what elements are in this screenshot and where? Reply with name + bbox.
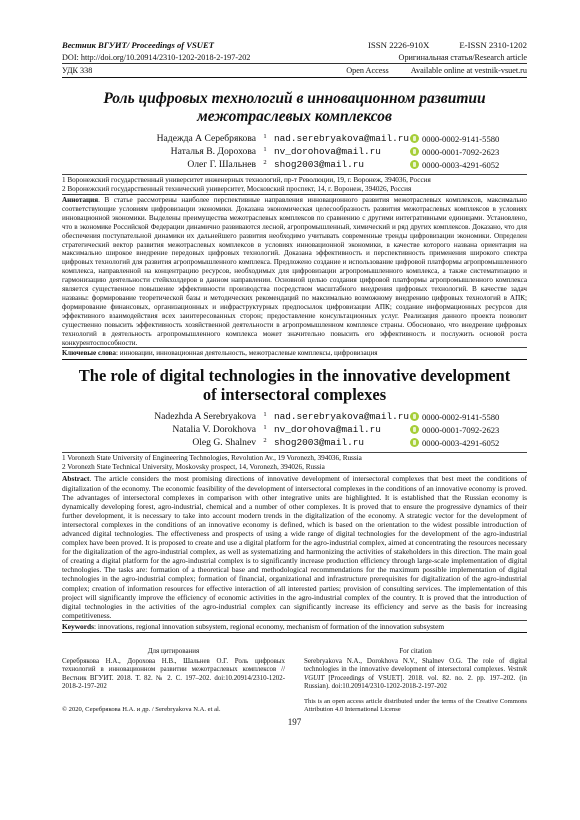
author-email[interactable]: nad.serebryakova@mail.ru (274, 133, 410, 144)
affiliation-2: 2 Воронежский государственный технический университет, Московский проспект, 14, г. Воронеж, 394026, Россия (62, 185, 412, 193)
journal-header (62, 40, 527, 51)
author-name: Nadezhda A Serebryakova (154, 411, 256, 423)
citation-journal-italic: Vestnik VGUIT (304, 666, 527, 682)
orcid-id[interactable]: 0000-0002-9141-5580 (422, 411, 500, 422)
affiliation-mark: 1 (263, 133, 267, 140)
license-note: This is an open access article distributed under the terms of the Creative Commons Attribution 4.0 International License (304, 698, 527, 714)
citation-text-part: Serebryakova N.A., Dorokhova N.V., Shalnev O.G. The role of digital technologies in the innovative development of intersectoral complexes. (304, 657, 527, 674)
author-name: Надежда А Серебрякова (156, 133, 256, 144)
affiliation-1: 1 Воронежский государственный университет инженерных технологий, пр-т Революции, 19, г. Воронеж, 394036, Россия (62, 176, 431, 184)
author-email[interactable]: nad.serebryakova@mail.ru (274, 411, 410, 423)
open-access: Open Access (346, 66, 389, 75)
affiliation-2: 2 Voronezh State Technical University, Moskovsky prospect, 14, Voronezh, 394026, Russia (62, 463, 325, 472)
author-email[interactable]: nv_dorohova@mail.ru (274, 146, 381, 157)
authors-ru (106, 132, 527, 171)
article-type: Оригинальная статья/Research article (398, 53, 527, 62)
abstract-label: Аннотация (62, 196, 99, 204)
page-footer (62, 698, 527, 715)
affiliation-mark: 1 (263, 424, 267, 432)
keywords-ru (62, 347, 527, 360)
orcid-icon (410, 147, 419, 156)
journal-name: Вестник ВГУИТ/ Proceedings of VSUET (62, 40, 214, 50)
copyright: © 2020, Серебрякова Н.А. и др. / Serebryakova N.A. et al. (62, 706, 221, 714)
abstract-text: . В статье рассмотрены наиболее перспективные направления инновационного развития межотраслевых комплексов, максимально соответствующие условиям цифровизации экономики. Доказана экономическая целесообразность развития межотраслевых комплексов в условиях инновационной экономики. Выделены преимущества межотраслевых комплексов по сравнению с другими интегративными единицами. Установлено, что в экономике Российской Федерации динамично развиваются лесной, агропромышленный, химический и ряд других комплексов. Доказано, что для обеспечения поступательной динамики их дальнейшего развития необходимо учитывать современные тренды цифровизации экономики. Определен стратегический вектор развития межотраслевых комплексов в условиях инновационной экономики, в качестве которого названа ориентация на максимально широкое внедрение передовых цифровых технологий. Доказана эффективность и перспективность применения широкого спектра цифровых технологий для развития агропромышленного комплекса. Предложено создание и использование цифровой платформы агропромышленного комплекса, направленной на концентрацию ресурсов, необходимых для цифровизации агропромышленного комплекса, а также систематизацию и гармонизацию деятельности стейкхолдеров в данном направлении. Основной целью создания цифровой платформы агропромышленного комплекса является существенное повышение эффективности производства посредством масштабного внедрения цифровых технологий. В качестве задач названы: формирование теоретической базы и методических рекомендаций по максимально возможному внедрению цифровых технологий в АПК; формирование финансовых, организационных и инфраструктурных предпосылок цифровизации АПК; создание информационных ресурсов для эффективного взаимодействия всех заинтересованных сторон; предоставление консультационных услуг. Реализация данного проекта позволит существенно повысить эффективность хозяйственной деятельности в агропромышленном комплексе страны. Обосновано, что внедрение цифровых технологий в деятельность агропромышленного комплекса может значительно повысить его эффективность и послужить основой роста конкурентоспособности. (62, 196, 527, 347)
author-name: Natalia V. Dorokhova (172, 424, 256, 436)
orcid-icon (410, 438, 419, 447)
orcid-id[interactable]: 0000-0001-7092-2623 (422, 146, 500, 157)
page-number: 197 (287, 716, 302, 727)
doi-link[interactable]: DOI: http://doi.org/10.20914/2310-1202-2018-2-197-202 (62, 53, 251, 62)
orcid-id[interactable]: 0000-0001-7092-2623 (422, 424, 500, 435)
citation-text-ru: Серебрякова Н.А., Дорохова Н.В., Шальнев О.Г. Роль цифровых технологий в инновационном развитии межотраслевых комплексов // Вестник ВГУИТ. 2018. Т. 82. № 2. С. 197–202. doi:10.20914/2310-1202-2018-2-197-202 (62, 657, 285, 691)
eissn: E-ISSN 2310-1202 (459, 40, 527, 50)
affiliations-en (62, 452, 527, 472)
citation-heading-ru: Для цитирования (147, 647, 200, 656)
abstract-label: Abstract (62, 474, 90, 484)
orcid-id[interactable]: 0000-0003-4291-6052 (422, 437, 500, 448)
author-name: Олег Г. Шальнев (187, 159, 256, 170)
keywords-en (62, 620, 527, 633)
orcid-icon (410, 412, 419, 421)
author-email[interactable]: shog2003@mail.ru (274, 159, 365, 170)
affiliation-mark: 1 (263, 146, 267, 153)
author-row (106, 410, 527, 423)
orcid-icon (410, 160, 419, 169)
orcid-id[interactable]: 0000-0002-9141-5580 (422, 133, 500, 144)
available-online-link[interactable]: Available online at vestnik-vsuet.ru (410, 66, 527, 75)
udc: УДК 338 (62, 66, 93, 75)
keywords-label: Ключевые слова (62, 349, 116, 358)
affiliation-mark: 1 (263, 411, 267, 419)
abstract-text: . The article considers the most promising directions of innovative development of intersectoral complexes that best meet the conditions of digitalization of the economy. The economic feasibility of the development of intersectoral complexes in the conditions of an innovative economy is proved. The advantages of intersectoral complexes in comparison with other integrative units are highlighted. It is established that the Russian economy is dynamically developing forest, agro-industrial, chemical and a number of other complexes. It is proved that to ensure the progressive dynamics of their further development, it is necessary to take into account modern trends in the digitalization of the economy. A strategic vector for the development of intersectoral complexes in the conditions of an innovative economy is defined, which is based on the orientation to the widest possible introduction of advanced digital technologies. The effectiveness and prospects of using a wide range of digital technologies for the development of the agro-industrial complex have been proved. It is proposed to create and use a digital platform for the agro-industrial complex, aimed at concentrating the resources necessary for the digitalization of the agro-industrial complex, as well as systematizing and harmonizing the activities of stakeholders in this direction. The main goal of creating a digital platform for the agro-industrial complex is to significantly increase production efficiency through large-scale implementation of digital technologies. The tasks are: formation of a theoretical base and methodological recommendations for the maximum possible implementation of digital technologies in the agro-industrial complex; formation of financial, organizational and infrastructure prerequisites for digitalization of the agro-industrial complex; creation of information resources for effective interaction of all interested parties; provision of consulting services. The implementation of this project will significantly improve the efficiency of economic activities in the agro-industrial complex of the country. It is proved that the introduction of digital technologies in the activities of the agro-industrial complex can significantly increase its efficiency and serve as the basis for increasing competitiveness. (62, 474, 527, 620)
author-email[interactable]: nv_dorohova@mail.ru (274, 424, 381, 436)
abstract-en (62, 472, 527, 620)
keywords-label: Keywords (62, 621, 95, 631)
orcid-icon (410, 134, 419, 143)
author-row (106, 158, 527, 171)
article-title-ru: Роль цифровых технологий в инновационном развитии межотраслевых комплексов (103, 90, 486, 125)
citation-en (304, 647, 527, 692)
citation-text-en (304, 658, 527, 692)
article-title-en: The role of digital technologies in the innovative development of intersectoral complexes (78, 366, 511, 405)
article-page (62, 40, 527, 727)
keywords-text: : инновации, инновационная деятельность, межотраслевые комплексы, цифровизация (115, 349, 378, 358)
doi-row (62, 52, 527, 63)
keywords-text: : innovations, regional innovation subsystem, regional economy, mechanism of formation of the innovation subsystem (94, 621, 445, 631)
orcid-icon (410, 425, 419, 434)
abstract-ru (62, 194, 527, 347)
author-row (106, 423, 527, 436)
orcid-id[interactable]: 0000-0003-4291-6052 (422, 159, 500, 170)
citation-ru (62, 647, 285, 692)
citation-heading-en: For citation (399, 647, 432, 656)
author-name: Oleg G. Shalnev (192, 437, 256, 449)
author-name: Наталья В. Дорохова (170, 146, 256, 157)
authors-en (106, 410, 527, 449)
affiliation-mark: 2 (263, 437, 267, 445)
affiliations-ru (62, 174, 527, 194)
issn: ISSN 2226-910X (367, 40, 430, 50)
author-row (106, 436, 527, 449)
citation-text-part: [Proceedings of VSUET]. 2018. vol. 82. no. 2. pp. 197–202. (in Russian). doi:10.20914/2310-1202-2018-2-197-202 (304, 674, 527, 691)
author-email[interactable]: shog2003@mail.ru (274, 437, 365, 449)
udc-row (62, 63, 527, 78)
author-row (106, 145, 527, 158)
affiliation-mark: 2 (263, 159, 267, 166)
affiliation-1: 1 Voronezh State University of Engineering Technologies, Revolution Av., 19 Voronezh, 394036, Russia (62, 454, 362, 463)
citation-block (62, 647, 527, 692)
author-row (106, 132, 527, 145)
